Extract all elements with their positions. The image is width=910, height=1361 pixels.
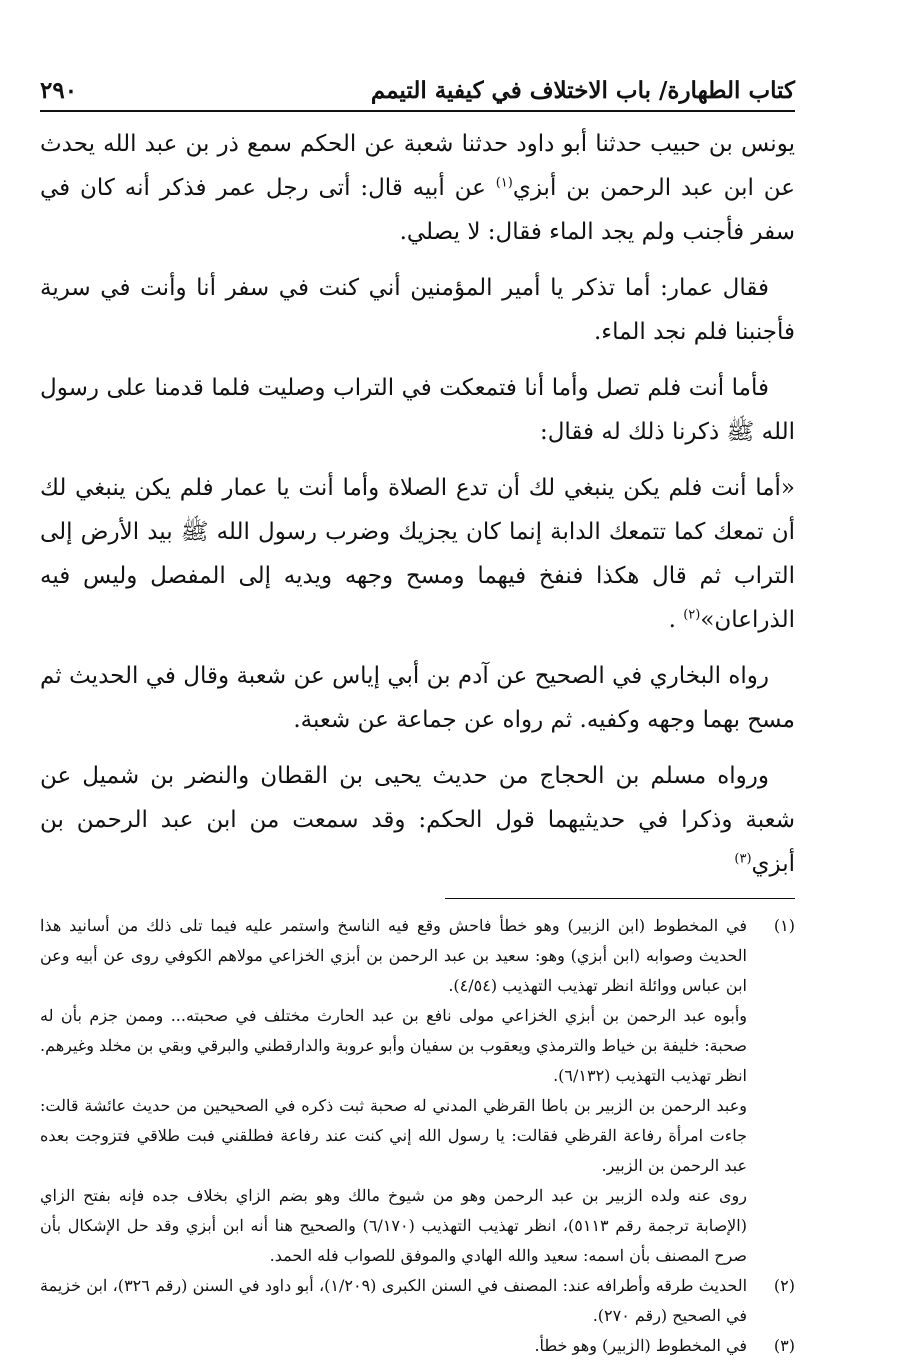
header-rule [40,110,795,112]
paragraph-3: فأما أنت فلم تصل وأما أنا فتمعكت في التراب وصليت فلما قدمنا على رسول الله ﷺ ذكرنا ذلك له فقال: [40,375,795,445]
footnote-2 [40,1271,795,1331]
footnote-ref-1: (١) [495,175,513,191]
footnote-line: روى عنه ولده الزبير بن عبد الرحمن وهو من شيوخ مالك وهو بضم الزاي بخلاف جده فإنه بفتح الزاي (الإصابة ترجمة رقم ٥١١٣)، انظر تهذيب التهذيب (٦/١٧٠) والصحيح هنا أنه ابن أبزي وقد حل الإشكال بأن صرح المصنف بأن اسمه: سعيد والله الهادي والموفق للصواب فله الحمد. [40,1186,747,1265]
footnotes [40,911,795,1361]
footnote-rule [445,898,795,899]
footnote-line: وأبوه عبد الرحمن بن أبزي الخزاعي مولى نافع بن عبد الحارث مختلف في صحبته... وممن جزم بأن له صحبة: خليفة بن خياط والترمذي ويعقوب بن سفيان وأبو عروبة والدارقطني والبرقي وبقي بن مخلد وغيرهم. انظر تهذيب التهذيب (٦/١٣٢). [40,1006,747,1085]
header-title: كتاب الطهارة/ باب الاختلاف في كيفية التيمم [370,77,795,104]
running-header [40,60,795,104]
footnote-line: الحديث طرقه وأطرافه عند: المصنف في السنن الكبرى (١/٢٠٩)، أبو داود في السنن (رقم ٣٢٦)، ابن خزيمة في الصحيح (رقم ٢٧٠). [40,1276,748,1325]
paragraph-2: فقال عمار: أما تذكر يا أمير المؤمنين أني كنت في سفر أنا وأنت في سرية فأجنبنا فلم نجد الماء. [40,275,795,345]
footnote-line: في المخطوط (ابن الزبير) وهو خطأ فاحش وقع فيه الناسخ واستمر عليه فيما تلى ذلك من أسانيد هذا الحديث وصوابه (ابن أبزي) وهو: سعيد بن عبد الرحمن بن أبزي الخزاعي مولاهم الكوفي روى عن أبيه وعن ابن عباس ووائلة انظر تهذيب التهذيب (٤/٥٤). [40,916,747,995]
paragraph-1: يونس بن حبيب حدثنا أبو داود حدثنا شعبة عن الحكم سمع ذر بن عبد الله يحدث عن ابن عبد الرحمن بن أبزي$^{(١)}$ عن أبيه قال: أتى رجل عمر فذكر أنه كان في سفر فأجنب ولم يجد الماء فقال: لا يصلي. [40,131,795,245]
paragraph-5: رواه البخاري في الصحيح عن آدم بن أبي إياس عن شعبة وقال في الحديث ثم مسح بهما وجهه وكفيه. ثم رواه عن جماعة عن شعبة. [40,663,795,733]
page-number: ٢٩٠ [40,77,78,104]
footnote-ref-2: (٢) [683,607,701,623]
paragraph-4: «أما أنت فلم يكن ينبغي لك أن تدع الصلاة وأما أنت يا عمار فلم يكن ينبغي لك أن تمعك كما تتمعك الدابة إنما كان يجزيك وضرب رسول الله ﷺ بيد الأرض إلى التراب ثم قال هكذا فنفخ فيهما ومسح وجهه ويديه إلى المفصل وليس فيه الذراعان»$^{(٢)}$ . [40,475,795,633]
footnote-number: (٢) [773,1276,795,1295]
footnote-number: (١) [773,916,795,935]
footnote-number: (٣) [773,1336,795,1355]
main-text [40,122,795,886]
footnote-line: في المخطوط (الزبير) وهو خطأ. [534,1336,747,1355]
footnote-line: وعبد الرحمن بن الزبير بن باطا القرظي المدني له صحبة ثبت ذكره في الصحيحين من حديث عائشة قالت: جاءت امرأة رفاعة القرظي فقالت: يا رسول الله إني كنت عند رفاعة فطلقني فبت طلاقي فتزوجت بعده عبد الرحمن بن الزبير. [40,1096,748,1175]
document-page [40,60,795,1361]
paragraph-6: ورواه مسلم بن الحجاج من حديث يحيى بن القطان والنضر بن شميل عن شعبة وذكرا في حديثيهما قول الحكم: وقد سمعت من ابن عبد الرحمن بن أبزي$^{(٣)}$ [40,763,795,877]
footnote-1 [40,911,795,1271]
footnote-ref-3: (٣) [734,851,752,867]
